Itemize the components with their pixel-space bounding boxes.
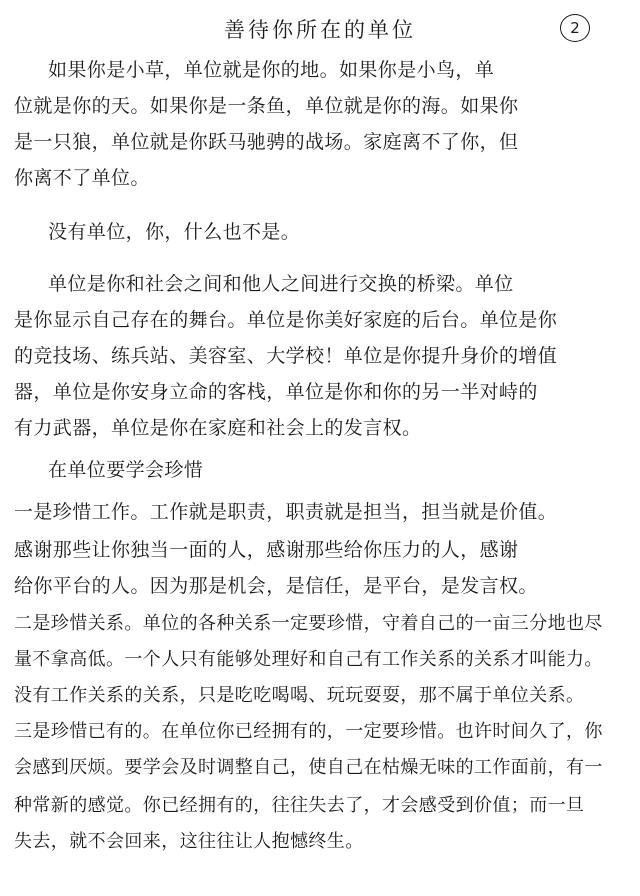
text-line: 给你平台的人。因为那是机会，是信任，是平台，是发言权。 xyxy=(14,575,538,597)
text-line: 感谢那些让你独当一面的人，感谢那些给你压力的人，感谢 xyxy=(14,539,519,561)
text-line: 的竞技场、练兵站、美容室、大学校！单位是你提升身价的增值 xyxy=(14,345,558,367)
page-title: 善待你所在的单位 xyxy=(224,18,416,42)
section-heading: 在单位要学会珍惜 xyxy=(48,459,204,481)
text-line: 有力武器，单位是你在家庭和社会上的发言权。 xyxy=(14,417,422,439)
text-line: 器，单位是你安身立命的客栈，单位是你和你的另一半对峙的 xyxy=(14,381,538,403)
text-line: 你离不了单位。 xyxy=(14,167,150,189)
text-line: 单位是你和社会之间和他人之间进行交换的桥梁。单位 xyxy=(48,273,514,295)
text-line: 没有单位，你，什么也不是。 xyxy=(48,221,301,243)
text-line: 种常新的感觉。你已经拥有的，往往失去了，才会感受到价值；而一旦 xyxy=(14,795,585,816)
text-line: 是你显示自己存在的舞台。单位是你美好家庭的后台。单位是你 xyxy=(14,309,558,331)
text-line: 二是珍惜关系。单位的各种关系一定要珍惜，守着自己的一亩三分地也尽 xyxy=(14,613,603,634)
text-line: 量不拿高低。一个人只有能够处理好和自己有工作关系的关系才叫能力。 xyxy=(14,649,603,670)
text-line: 如果你是小草，单位就是你的地。如果你是小鸟，单 xyxy=(48,59,495,81)
text-line: 会感到厌烦。要学会及时调整自己，使自己在枯燥无味的工作面前，有一 xyxy=(14,757,603,778)
text-line: 是一只狼，单位就是你跃马驰骋的战场。家庭离不了你，但 xyxy=(14,131,519,153)
text-line: 三是珍惜已有的。在单位你已经拥有的，一定要珍惜。也许时间久了，你 xyxy=(14,721,603,742)
text-line: 一是珍惜工作。工作就是职责，职责就是担当，担当就是价值。 xyxy=(14,501,558,523)
text-line: 失去，就不会回来，这往往让人抱憾终生。 xyxy=(14,831,364,852)
text-line: 位就是你的天。如果你是一条鱼，单位就是你的海。如果你 xyxy=(14,95,519,117)
page-number: 2 xyxy=(560,14,590,42)
text-line: 没有工作关系的关系，只是吃吃喝喝、玩玩耍耍，那不属于单位关系。 xyxy=(14,685,585,706)
